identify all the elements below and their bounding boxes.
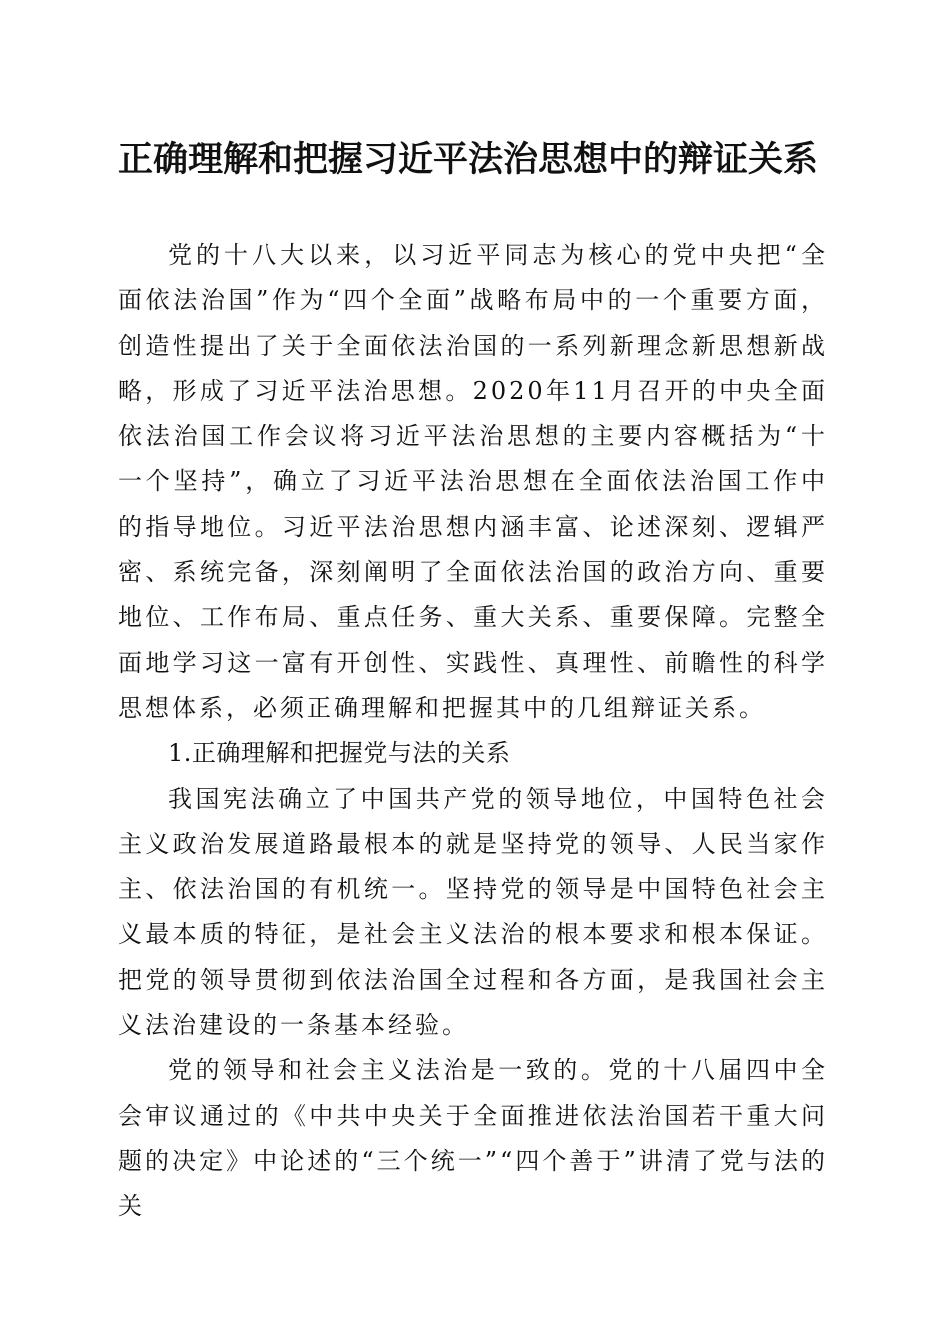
document-body bbox=[118, 233, 828, 1230]
body-paragraph-intro: 党的十八大以来，以习近平同志为核心的党中央把“全面依法治国”作为“四个全面”战略布局中的一个重要方面，创造性提出了关于全面依法治国的一系列新理念新思想新战略，形成了习近平法治思想。2020年11月召开的中央全面依法治国工作会议将习近平法治思想的主要内容概括为“十一个坚持”，确立了习近平法治思想在全面依法治国工作中的指导地位。习近平法治思想内涵丰富、论述深刻、逻辑严密、系统完备，深刻阐明了全面依法治国的政治方向、重要地位、工作布局、重点任务、重大关系、重要保障。完整全面地学习这一富有开创性、实践性、真理性、前瞻性的科学思想体系，必须正确理解和把握其中的几组辩证关系。 bbox=[118, 241, 828, 722]
section-heading-party-and-law: 1.正确理解和把握党与法的关系 bbox=[168, 739, 511, 768]
body-paragraph-constitution: 我国宪法确立了中国共产党的领导地位，中国特色社会主义政治发展道路最根本的就是坚持党的领导、人民当家作主、依法治国的有机统一。坚持党的领导是中国特色社会主义最本质的特征，是社会主义法治的根本要求和根本保证。把党的领导贯彻到依法治国全过程和各方面，是我国社会主义法治建设的一条基本经验。 bbox=[118, 784, 828, 1040]
document-title: 正确理解和把握习近平法治思想中的辩证关系 bbox=[118, 139, 819, 180]
body-paragraph-consistency: 党的领导和社会主义法治是一致的。党的十八届四中全会审议通过的《中共中央关于全面推进依法治国若干重大问题的决定》中论述的“三个统一”“四个善于”讲清了党与法的关 bbox=[118, 1056, 828, 1221]
